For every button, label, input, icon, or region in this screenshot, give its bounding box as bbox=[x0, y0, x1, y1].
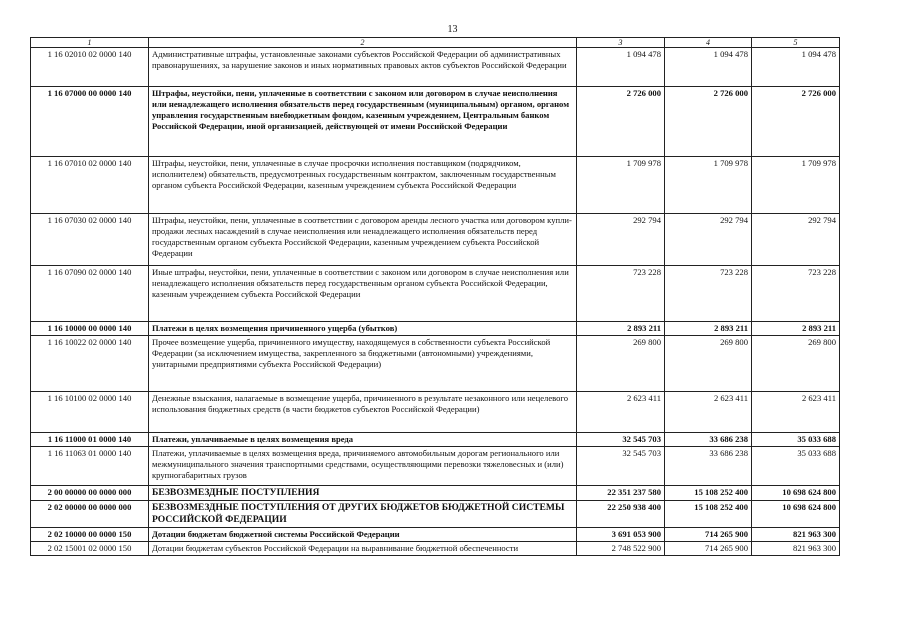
amount-col4: 2 726 000 bbox=[665, 87, 752, 157]
amount-col3: 269 800 bbox=[577, 336, 665, 392]
item-name: Дотации бюджетам субъектов Российской Федерации на выравнивание бюджетной обеспеченности bbox=[149, 542, 577, 556]
column-number: 5 bbox=[752, 38, 840, 48]
amount-col4: 1 094 478 bbox=[665, 48, 752, 87]
table-row bbox=[31, 48, 840, 87]
amount-col3: 723 228 bbox=[577, 266, 665, 322]
item-name: Иные штрафы, неустойки, пени, уплаченные в соответствии с законом или договором в случае неисполнения или ненадлежащего исполнения обязательств перед государственным органом субъекта Российской Федерации, казенным учреждением субъекта Российской Федерации bbox=[149, 266, 577, 322]
amount-col3: 2 726 000 bbox=[577, 87, 665, 157]
amount-col3: 2 748 522 900 bbox=[577, 542, 665, 556]
amount-col4: 33 686 238 bbox=[665, 447, 752, 486]
amount-col5: 1 094 478 bbox=[752, 48, 840, 87]
table-row bbox=[31, 528, 840, 542]
budget-code: 1 16 07090 02 0000 140 bbox=[31, 266, 149, 322]
item-name: Штрафы, неустойки, пени, уплаченные в соответствии с законом или договором в случае неисполнения или ненадлежащего исполнения обязательств перед государственным (муниципальным) органом, органом управления государственным внебюджетным фондом, казенным учреждением, Центральным банком Российской Федерации, иной организацией, действующей от имени Российской Федерации bbox=[149, 87, 577, 157]
amount-col5: 821 963 300 bbox=[752, 542, 840, 556]
table-row bbox=[31, 392, 840, 433]
budget-table bbox=[30, 37, 840, 556]
table-row bbox=[31, 542, 840, 556]
amount-col3: 22 250 938 400 bbox=[577, 501, 665, 528]
amount-col4: 269 800 bbox=[665, 336, 752, 392]
amount-col4: 714 265 900 bbox=[665, 542, 752, 556]
table-row bbox=[31, 322, 840, 336]
amount-col5: 2 726 000 bbox=[752, 87, 840, 157]
table-row bbox=[31, 336, 840, 392]
table-row bbox=[31, 87, 840, 157]
amount-col3: 292 794 bbox=[577, 214, 665, 266]
amount-col5: 821 963 300 bbox=[752, 528, 840, 542]
item-name: Прочее возмещение ущерба, причиненного имуществу, находящемуся в собственности субъекта Российской Федерации (за исключением имущества, закрепленного за бюджетными (автономными) учреждениями, унитарными предприятиями субъекта Российской Федерации) bbox=[149, 336, 577, 392]
amount-col5: 35 033 688 bbox=[752, 433, 840, 447]
amount-col4: 723 228 bbox=[665, 266, 752, 322]
amount-col4: 2 623 411 bbox=[665, 392, 752, 433]
item-name: БЕЗВОЗМЕЗДНЫЕ ПОСТУПЛЕНИЯ bbox=[149, 486, 577, 501]
amount-col3: 1 709 978 bbox=[577, 157, 665, 214]
amount-col5: 292 794 bbox=[752, 214, 840, 266]
amount-col4: 15 108 252 400 bbox=[665, 501, 752, 528]
budget-code: 1 16 11000 01 0000 140 bbox=[31, 433, 149, 447]
amount-col5: 10 698 624 800 bbox=[752, 501, 840, 528]
budget-code: 1 16 07030 02 0000 140 bbox=[31, 214, 149, 266]
amount-col5: 723 228 bbox=[752, 266, 840, 322]
column-number-row bbox=[31, 38, 840, 48]
table-row bbox=[31, 266, 840, 322]
amount-col4: 2 893 211 bbox=[665, 322, 752, 336]
table-row bbox=[31, 157, 840, 214]
amount-col5: 1 709 978 bbox=[752, 157, 840, 214]
amount-col4: 15 108 252 400 bbox=[665, 486, 752, 501]
amount-col3: 32 545 703 bbox=[577, 433, 665, 447]
item-name: Платежи в целях возмещения причиненного ущерба (убытков) bbox=[149, 322, 577, 336]
budget-code: 2 02 10000 00 0000 150 bbox=[31, 528, 149, 542]
page-number: 13 bbox=[447, 24, 458, 35]
budget-code: 1 16 10100 02 0000 140 bbox=[31, 392, 149, 433]
amount-col5: 2 893 211 bbox=[752, 322, 840, 336]
amount-col3: 3 691 053 900 bbox=[577, 528, 665, 542]
column-number: 1 bbox=[31, 38, 149, 48]
column-number: 4 bbox=[665, 38, 752, 48]
amount-col5: 10 698 624 800 bbox=[752, 486, 840, 501]
budget-code: 2 02 00000 00 0000 000 bbox=[31, 501, 149, 528]
budget-code: 1 16 07000 00 0000 140 bbox=[31, 87, 149, 157]
item-name: Административные штрафы, установленные законами субъектов Российской Федерации об административных правонарушениях, за нарушение законов и иных нормативных правовых актов субъектов Российской Федерации bbox=[149, 48, 577, 87]
amount-col4: 292 794 bbox=[665, 214, 752, 266]
item-name: Штрафы, неустойки, пени, уплаченные в соответствии с договором аренды лесного участка или договором купли-продажи лесных насаждений в случае неисполнения или ненадлежащего исполнения обязательств перед государственным органом субъекта Российской Федерации, казенным учреждением субъекта Российской Федерации bbox=[149, 214, 577, 266]
item-name: Штрафы, неустойки, пени, уплаченные в случае просрочки исполнения поставщиком (подрядчиком, исполнителем) обязательств, предусмотренных государственным контрактом, заключенным государственным органом субъекта Российской Федерации, казенным учреждением субъекта Российской Федерации bbox=[149, 157, 577, 214]
item-name: Дотации бюджетам бюджетной системы Российской Федерации bbox=[149, 528, 577, 542]
table-row bbox=[31, 486, 840, 501]
amount-col5: 2 623 411 bbox=[752, 392, 840, 433]
amount-col5: 35 033 688 bbox=[752, 447, 840, 486]
amount-col5: 269 800 bbox=[752, 336, 840, 392]
amount-col4: 33 686 238 bbox=[665, 433, 752, 447]
budget-code: 1 16 10022 02 0000 140 bbox=[31, 336, 149, 392]
table-row bbox=[31, 501, 840, 528]
amount-col3: 2 893 211 bbox=[577, 322, 665, 336]
amount-col4: 1 709 978 bbox=[665, 157, 752, 214]
budget-code: 1 16 02010 02 0000 140 bbox=[31, 48, 149, 87]
budget-code: 2 02 15001 02 0000 150 bbox=[31, 542, 149, 556]
amount-col3: 22 351 237 580 bbox=[577, 486, 665, 501]
budget-code: 1 16 10000 00 0000 140 bbox=[31, 322, 149, 336]
item-name: Платежи, уплачиваемые в целях возмещения вреда bbox=[149, 433, 577, 447]
amount-col3: 2 623 411 bbox=[577, 392, 665, 433]
amount-col4: 714 265 900 bbox=[665, 528, 752, 542]
table-row bbox=[31, 433, 840, 447]
table-body bbox=[31, 48, 840, 556]
column-number: 3 bbox=[577, 38, 665, 48]
item-name: БЕЗВОЗМЕЗДНЫЕ ПОСТУПЛЕНИЯ ОТ ДРУГИХ БЮДЖЕТОВ БЮДЖЕТНОЙ СИСТЕМЫ РОССИЙСКОЙ ФЕДЕРАЦИИ bbox=[149, 501, 577, 528]
budget-code: 2 00 00000 00 0000 000 bbox=[31, 486, 149, 501]
amount-col3: 32 545 703 bbox=[577, 447, 665, 486]
item-name: Денежные взыскания, налагаемые в возмещение ущерба, причиненного в результате незаконного или нецелевого использования бюджетных средств (в части бюджетов субъектов Российской Федерации) bbox=[149, 392, 577, 433]
table-row bbox=[31, 447, 840, 486]
amount-col3: 1 094 478 bbox=[577, 48, 665, 87]
column-number: 2 bbox=[149, 38, 577, 48]
item-name: Платежи, уплачиваемые в целях возмещения вреда, причиняемого автомобильным дорогам регионального или межмуниципального значения транспортными средствами, осуществляющими перевозки тяжеловесных и (или) крупногабаритных грузов bbox=[149, 447, 577, 486]
budget-code: 1 16 11063 01 0000 140 bbox=[31, 447, 149, 486]
budget-code: 1 16 07010 02 0000 140 bbox=[31, 157, 149, 214]
table-row bbox=[31, 214, 840, 266]
